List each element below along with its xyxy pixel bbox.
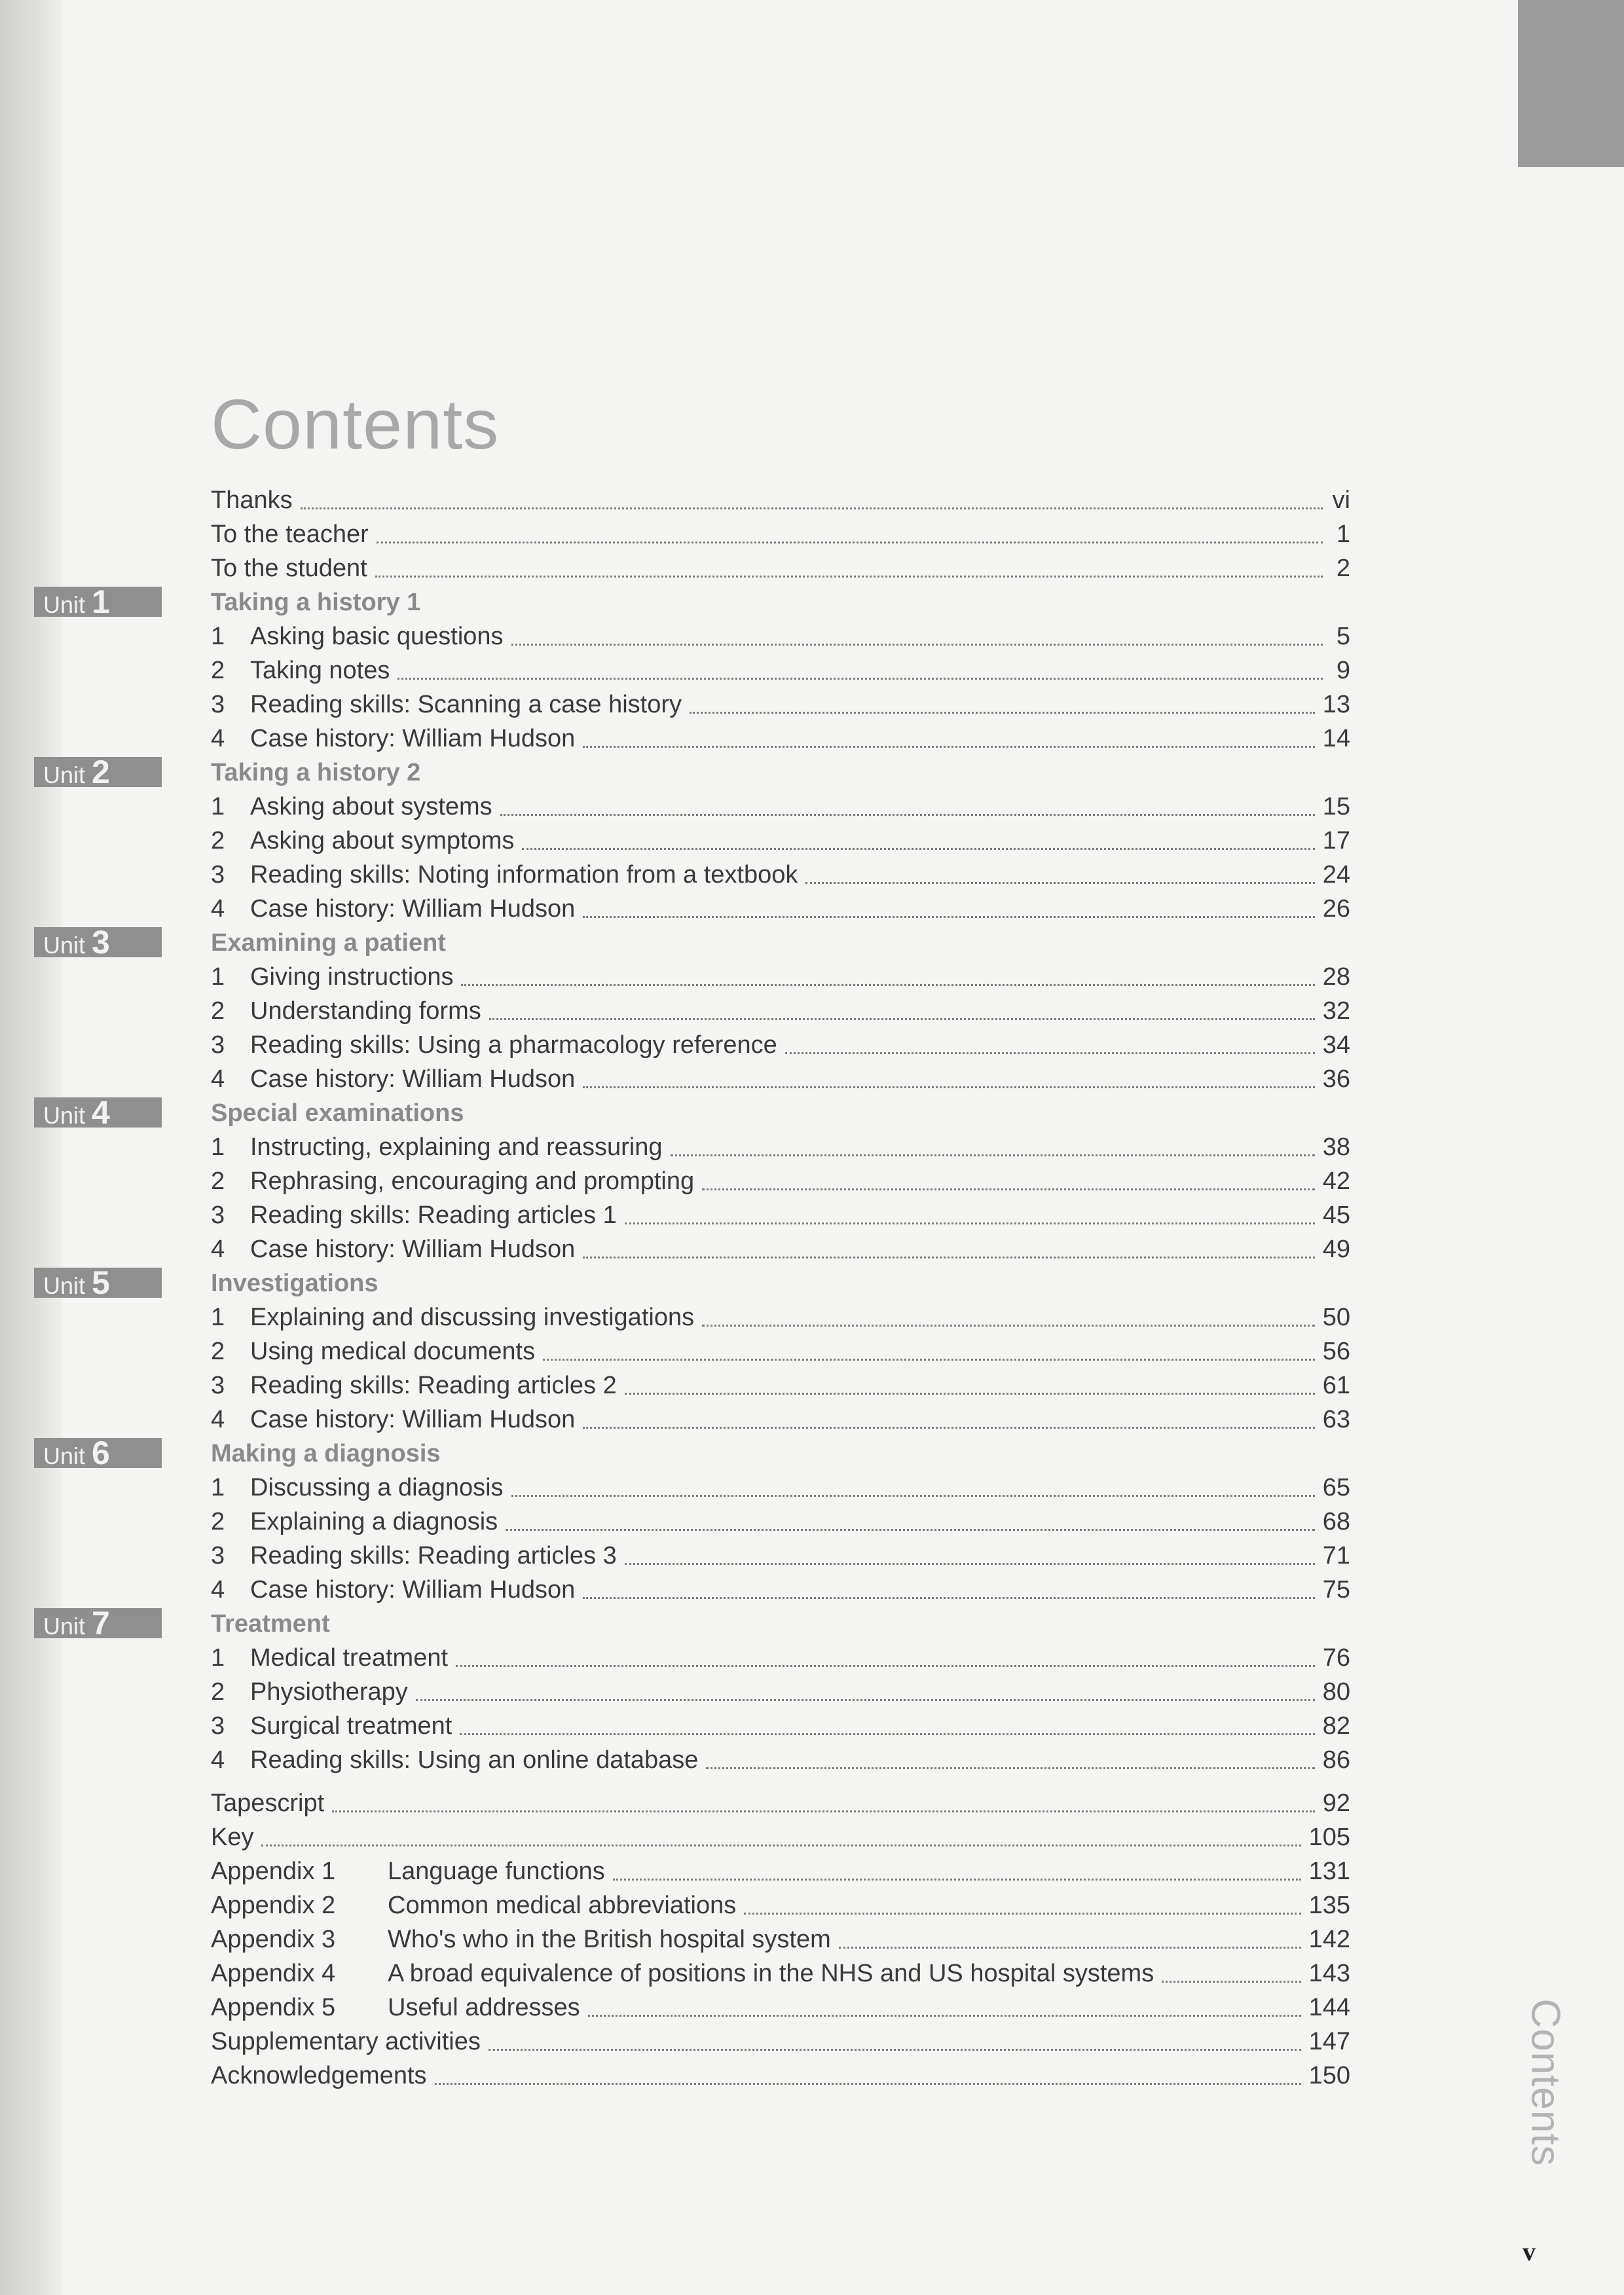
toc-entry: [211, 790, 1350, 824]
dot-leader: [301, 507, 1323, 509]
dot-leader: [583, 916, 1314, 918]
dot-leader: [671, 1154, 1315, 1156]
appendix-label: Appendix 3: [211, 1926, 336, 1953]
units-list: [43, 583, 1350, 1777]
dot-leader: [583, 1086, 1314, 1088]
page-ref: 9: [1336, 657, 1350, 684]
entry-title: Rephrasing, encouraging and prompting: [250, 1167, 695, 1195]
dot-leader: [1162, 1981, 1301, 1983]
page-ref: 28: [1322, 963, 1350, 991]
entry-title: Taking notes: [250, 657, 390, 684]
section-number: 1: [211, 793, 225, 820]
table-of-contents: [43, 483, 1350, 2093]
entry-title: Asking about symptoms: [250, 827, 515, 854]
entry-title: Reading skills: Noting information from a textbook: [250, 861, 798, 889]
page-ref: 63: [1322, 1406, 1350, 1433]
unit-heading: [43, 583, 1350, 620]
section-number: 2: [211, 657, 225, 684]
unit-tab-number: 2: [92, 754, 110, 790]
entry-title: Supplementary activities: [211, 2028, 481, 2055]
section-number: 3: [211, 1372, 225, 1399]
entry-title: Reading skills: Reading articles 2: [250, 1372, 617, 1399]
section-number: 1: [211, 963, 225, 991]
unit-tab-number: 6: [92, 1435, 110, 1471]
dot-leader: [377, 542, 1323, 543]
entry-title: Understanding forms: [250, 997, 481, 1025]
unit-tab-number: 1: [92, 583, 110, 620]
entry-title: Reading skills: Reading articles 1: [250, 1202, 617, 1229]
entry-title: Asking basic questions: [250, 623, 504, 650]
corner-thumb-tab: [1518, 0, 1624, 167]
section-number: 3: [211, 691, 225, 718]
unit-tab-label: Unit: [43, 1102, 86, 1129]
entry-title: Who's who in the British hospital system: [388, 1926, 831, 1953]
entry-title: Physiotherapy: [250, 1678, 408, 1706]
dot-leader: [261, 1845, 1301, 1846]
appendix-entry: [211, 1854, 1350, 1888]
toc-entry: [211, 824, 1350, 858]
unit-title: Making a diagnosis: [211, 1440, 441, 1467]
unit-tab: [34, 1435, 162, 1471]
dot-leader: [625, 1563, 1315, 1565]
entry-title: Instructing, explaining and reassuring: [250, 1133, 663, 1161]
page-ref: 86: [1322, 1746, 1350, 1774]
section-number: 3: [211, 1031, 225, 1059]
section-number: 1: [211, 1133, 225, 1161]
page-ref: 1: [1336, 521, 1350, 548]
dot-leader: [583, 1257, 1314, 1258]
page-ref: 49: [1322, 1236, 1350, 1263]
entry-title: Reading skills: Using a pharmacology reference: [250, 1031, 777, 1059]
toc-entry: [211, 994, 1350, 1028]
entry-title: Explaining and discussing investigations: [250, 1304, 695, 1331]
toc-entry: [211, 722, 1350, 756]
section-number: 3: [211, 1202, 225, 1229]
toc-entry: [211, 1675, 1350, 1709]
unit-tab-label: Unit: [43, 1613, 86, 1640]
appendix-entry: [211, 1956, 1350, 1991]
page-ref: 26: [1322, 895, 1350, 923]
page-ref: 92: [1322, 1790, 1350, 1817]
page-ref: 80: [1322, 1678, 1350, 1706]
entry-title: Asking about systems: [250, 793, 492, 820]
page-ref: 150: [1308, 2062, 1350, 2089]
dot-leader: [460, 1733, 1314, 1735]
dot-leader: [332, 1810, 1315, 1812]
dot-leader: [805, 882, 1314, 884]
toc-entry: [211, 1028, 1350, 1062]
toc-entry: [211, 1820, 1350, 1854]
toc-entry: [211, 858, 1350, 892]
section-number: 3: [211, 861, 225, 889]
toc-entry: [211, 2059, 1350, 2093]
side-section-label: Contents: [1522, 1998, 1568, 2167]
unit-title: Taking a history 1: [211, 589, 421, 616]
entry-title: Medical treatment: [250, 1644, 449, 1672]
page-ref: 65: [1322, 1474, 1350, 1501]
toc-entry: [211, 1300, 1350, 1334]
unit-title: Taking a history 2: [211, 759, 421, 786]
page-ref: 131: [1308, 1858, 1350, 1885]
appendix-entry: [211, 1991, 1350, 2025]
page-ref: vi: [1332, 487, 1350, 514]
unit-heading: [43, 1605, 1350, 1642]
entry-title: Case history: William Hudson: [250, 1576, 576, 1604]
dot-leader: [583, 746, 1314, 748]
dot-leader: [583, 1597, 1314, 1599]
entry-title: Thanks: [211, 487, 293, 514]
page-ref: 75: [1322, 1576, 1350, 1604]
section-number: 1: [211, 623, 225, 650]
dot-leader: [506, 1529, 1315, 1531]
page-ref: 13: [1322, 691, 1350, 718]
dot-leader: [375, 576, 1323, 578]
entry-title: Case history: William Hudson: [250, 895, 576, 923]
appendix-label: Appendix 4: [211, 1960, 336, 1987]
entry-title: A broad equivalence of positions in the NHS and US hospital systems: [388, 1960, 1154, 1987]
section-number: 4: [211, 1236, 225, 1263]
dot-leader: [588, 2015, 1301, 2017]
section-number: 2: [211, 997, 225, 1025]
unit-heading: [43, 1435, 1350, 1471]
toc-entry: [211, 1334, 1350, 1368]
section-number: 4: [211, 1065, 225, 1093]
section-number: 2: [211, 1167, 225, 1195]
dot-leader: [489, 1018, 1315, 1020]
section-number: 1: [211, 1474, 225, 1501]
dot-leader: [702, 1188, 1315, 1190]
page-ref: 24: [1322, 861, 1350, 889]
toc-entry: [211, 1368, 1350, 1403]
entry-title: Case history: William Hudson: [250, 1406, 576, 1433]
section-number: 2: [211, 827, 225, 854]
dot-leader: [489, 2049, 1301, 2051]
entry-title: Reading skills: Reading articles 3: [250, 1542, 617, 1570]
page-ref: 144: [1308, 1994, 1350, 2021]
unit-tab: [34, 583, 162, 620]
unit-tab-number: 3: [92, 924, 110, 961]
unit-tab-label: Unit: [43, 1272, 86, 1299]
unit-tab: [34, 1605, 162, 1642]
unit-heading: [43, 1264, 1350, 1301]
entry-title: Using medical documents: [250, 1338, 536, 1365]
unit-tab: [34, 1094, 162, 1131]
page-ref: 56: [1322, 1338, 1350, 1365]
entry-title: Discussing a diagnosis: [250, 1474, 504, 1501]
section-number: 3: [211, 1712, 225, 1740]
unit-tab: [34, 754, 162, 790]
toc-entry: [211, 1573, 1350, 1607]
toc-entry: [211, 1471, 1350, 1505]
dot-leader: [785, 1052, 1315, 1054]
dot-leader: [706, 1767, 1314, 1769]
toc-entry: [211, 892, 1350, 926]
page-ref: 32: [1322, 997, 1350, 1025]
dot-leader: [435, 2083, 1301, 2085]
toc-entry: [211, 1062, 1350, 1096]
entry-title: Reading skills: Using an online database: [250, 1746, 699, 1774]
section-number: 2: [211, 1508, 225, 1535]
unit-title: Investigations: [211, 1270, 378, 1297]
section-number: 4: [211, 725, 225, 752]
unit-tab-number: 5: [92, 1264, 110, 1301]
toc-entry: [211, 1786, 1350, 1820]
back-matter: [211, 1786, 1350, 2093]
page-ref: 147: [1308, 2028, 1350, 2055]
unit-tab: [34, 1264, 162, 1301]
page-ref: 50: [1322, 1304, 1350, 1331]
unit-tab-label: Unit: [43, 591, 86, 618]
section-number: 4: [211, 895, 225, 923]
appendix-label: Appendix 2: [211, 1892, 336, 1919]
front-matter: [211, 483, 1350, 585]
book-spine-shadow: [0, 0, 62, 2295]
dot-leader: [461, 984, 1314, 986]
dot-leader: [500, 814, 1315, 816]
entry-title: Tapescript: [211, 1790, 325, 1817]
unit-tab: [34, 924, 162, 961]
page-ref: 36: [1322, 1065, 1350, 1093]
toc-entry: [211, 1743, 1350, 1777]
unit-tab-label: Unit: [43, 1442, 86, 1469]
page-ref: 142: [1308, 1926, 1350, 1953]
page-ref: 14: [1322, 725, 1350, 752]
dot-leader: [690, 712, 1315, 714]
section-number: 4: [211, 1576, 225, 1604]
entry-title: Explaining a diagnosis: [250, 1508, 498, 1535]
toc-entry: [211, 1164, 1350, 1198]
page-ref: 143: [1308, 1960, 1350, 1987]
page-ref: 71: [1322, 1542, 1350, 1570]
dot-leader: [625, 1222, 1315, 1224]
toc-entry: [211, 1232, 1350, 1266]
section-number: 2: [211, 1678, 225, 1706]
toc-entry: [211, 688, 1350, 722]
toc-entry: [211, 1403, 1350, 1437]
section-number: 3: [211, 1542, 225, 1570]
entry-title: Key: [211, 1824, 254, 1851]
page-ref: 45: [1322, 1202, 1350, 1229]
dot-leader: [839, 1947, 1301, 1949]
entry-title: Giving instructions: [250, 963, 454, 991]
page-ref: 38: [1322, 1133, 1350, 1161]
page-ref: 5: [1336, 623, 1350, 650]
page-ref: 82: [1322, 1712, 1350, 1740]
entry-title: Case history: William Hudson: [250, 1065, 576, 1093]
toc-entry: [211, 1539, 1350, 1573]
section-number: 1: [211, 1304, 225, 1331]
unit-title: Special examinations: [211, 1099, 464, 1127]
page-ref: 61: [1322, 1372, 1350, 1399]
entry-title: Acknowledgements: [211, 2062, 427, 2089]
page-ref: 105: [1308, 1824, 1350, 1851]
page-ref: 15: [1322, 793, 1350, 820]
dot-leader: [416, 1699, 1315, 1701]
page-ref: 135: [1308, 1892, 1350, 1919]
page-ref: 68: [1322, 1508, 1350, 1535]
page-ref: 42: [1322, 1167, 1350, 1195]
entry-title: To the teacher: [211, 521, 369, 548]
appendix-entry: [211, 1888, 1350, 1922]
unit-tab-label: Unit: [43, 932, 86, 959]
entry-title: Common medical abbreviations: [388, 1892, 737, 1919]
toc-entry: [211, 653, 1350, 688]
dot-leader: [456, 1665, 1315, 1667]
dot-leader: [522, 848, 1314, 850]
dot-leader: [543, 1359, 1315, 1361]
appendix-label: Appendix 1: [211, 1858, 336, 1885]
unit-heading: [43, 1094, 1350, 1131]
appendix-label: Appendix 5: [211, 1994, 336, 2021]
section-number: 4: [211, 1406, 225, 1433]
toc-entry: [211, 2025, 1350, 2059]
toc-entry: [211, 551, 1350, 585]
dot-leader: [397, 678, 1323, 680]
page-ref: 34: [1322, 1031, 1350, 1059]
unit-tab-number: 7: [92, 1605, 110, 1642]
dot-leader: [702, 1325, 1315, 1327]
dot-leader: [613, 1879, 1301, 1881]
section-number: 1: [211, 1644, 225, 1672]
dot-leader: [744, 1913, 1301, 1915]
toc-entry: [211, 619, 1350, 653]
toc-entry: [211, 1641, 1350, 1675]
entry-title: Case history: William Hudson: [250, 1236, 576, 1263]
page-number: v: [1522, 2237, 1536, 2266]
unit-tab-label: Unit: [43, 762, 86, 788]
unit-heading: [43, 754, 1350, 790]
toc-entry: [211, 1709, 1350, 1743]
dot-leader: [511, 644, 1323, 646]
unit-tab-number: 4: [92, 1094, 110, 1131]
toc-entry: [211, 960, 1350, 994]
unit-title: Treatment: [211, 1610, 330, 1638]
dot-leader: [583, 1427, 1314, 1429]
entry-title: Surgical treatment: [250, 1712, 452, 1740]
section-number: 4: [211, 1746, 225, 1774]
dot-leader: [511, 1495, 1315, 1497]
unit-title: Examining a patient: [211, 929, 446, 957]
page-ref: 17: [1322, 827, 1350, 854]
page-ref: 2: [1336, 555, 1350, 582]
toc-entry: [211, 517, 1350, 551]
page-title: Contents: [211, 384, 500, 464]
unit-heading: [43, 924, 1350, 961]
entry-title: Reading skills: Scanning a case history: [250, 691, 682, 718]
entry-title: Case history: William Hudson: [250, 725, 576, 752]
entry-title: Language functions: [388, 1858, 605, 1885]
section-number: 2: [211, 1338, 225, 1365]
page-ref: 76: [1322, 1644, 1350, 1672]
entry-title: To the student: [211, 555, 367, 582]
dot-leader: [625, 1393, 1315, 1395]
toc-entry: [211, 1505, 1350, 1539]
entry-title: Useful addresses: [388, 1994, 580, 2021]
toc-entry: [211, 1130, 1350, 1164]
toc-entry: [211, 1198, 1350, 1232]
toc-entry: [211, 483, 1350, 517]
appendix-entry: [211, 1922, 1350, 1956]
